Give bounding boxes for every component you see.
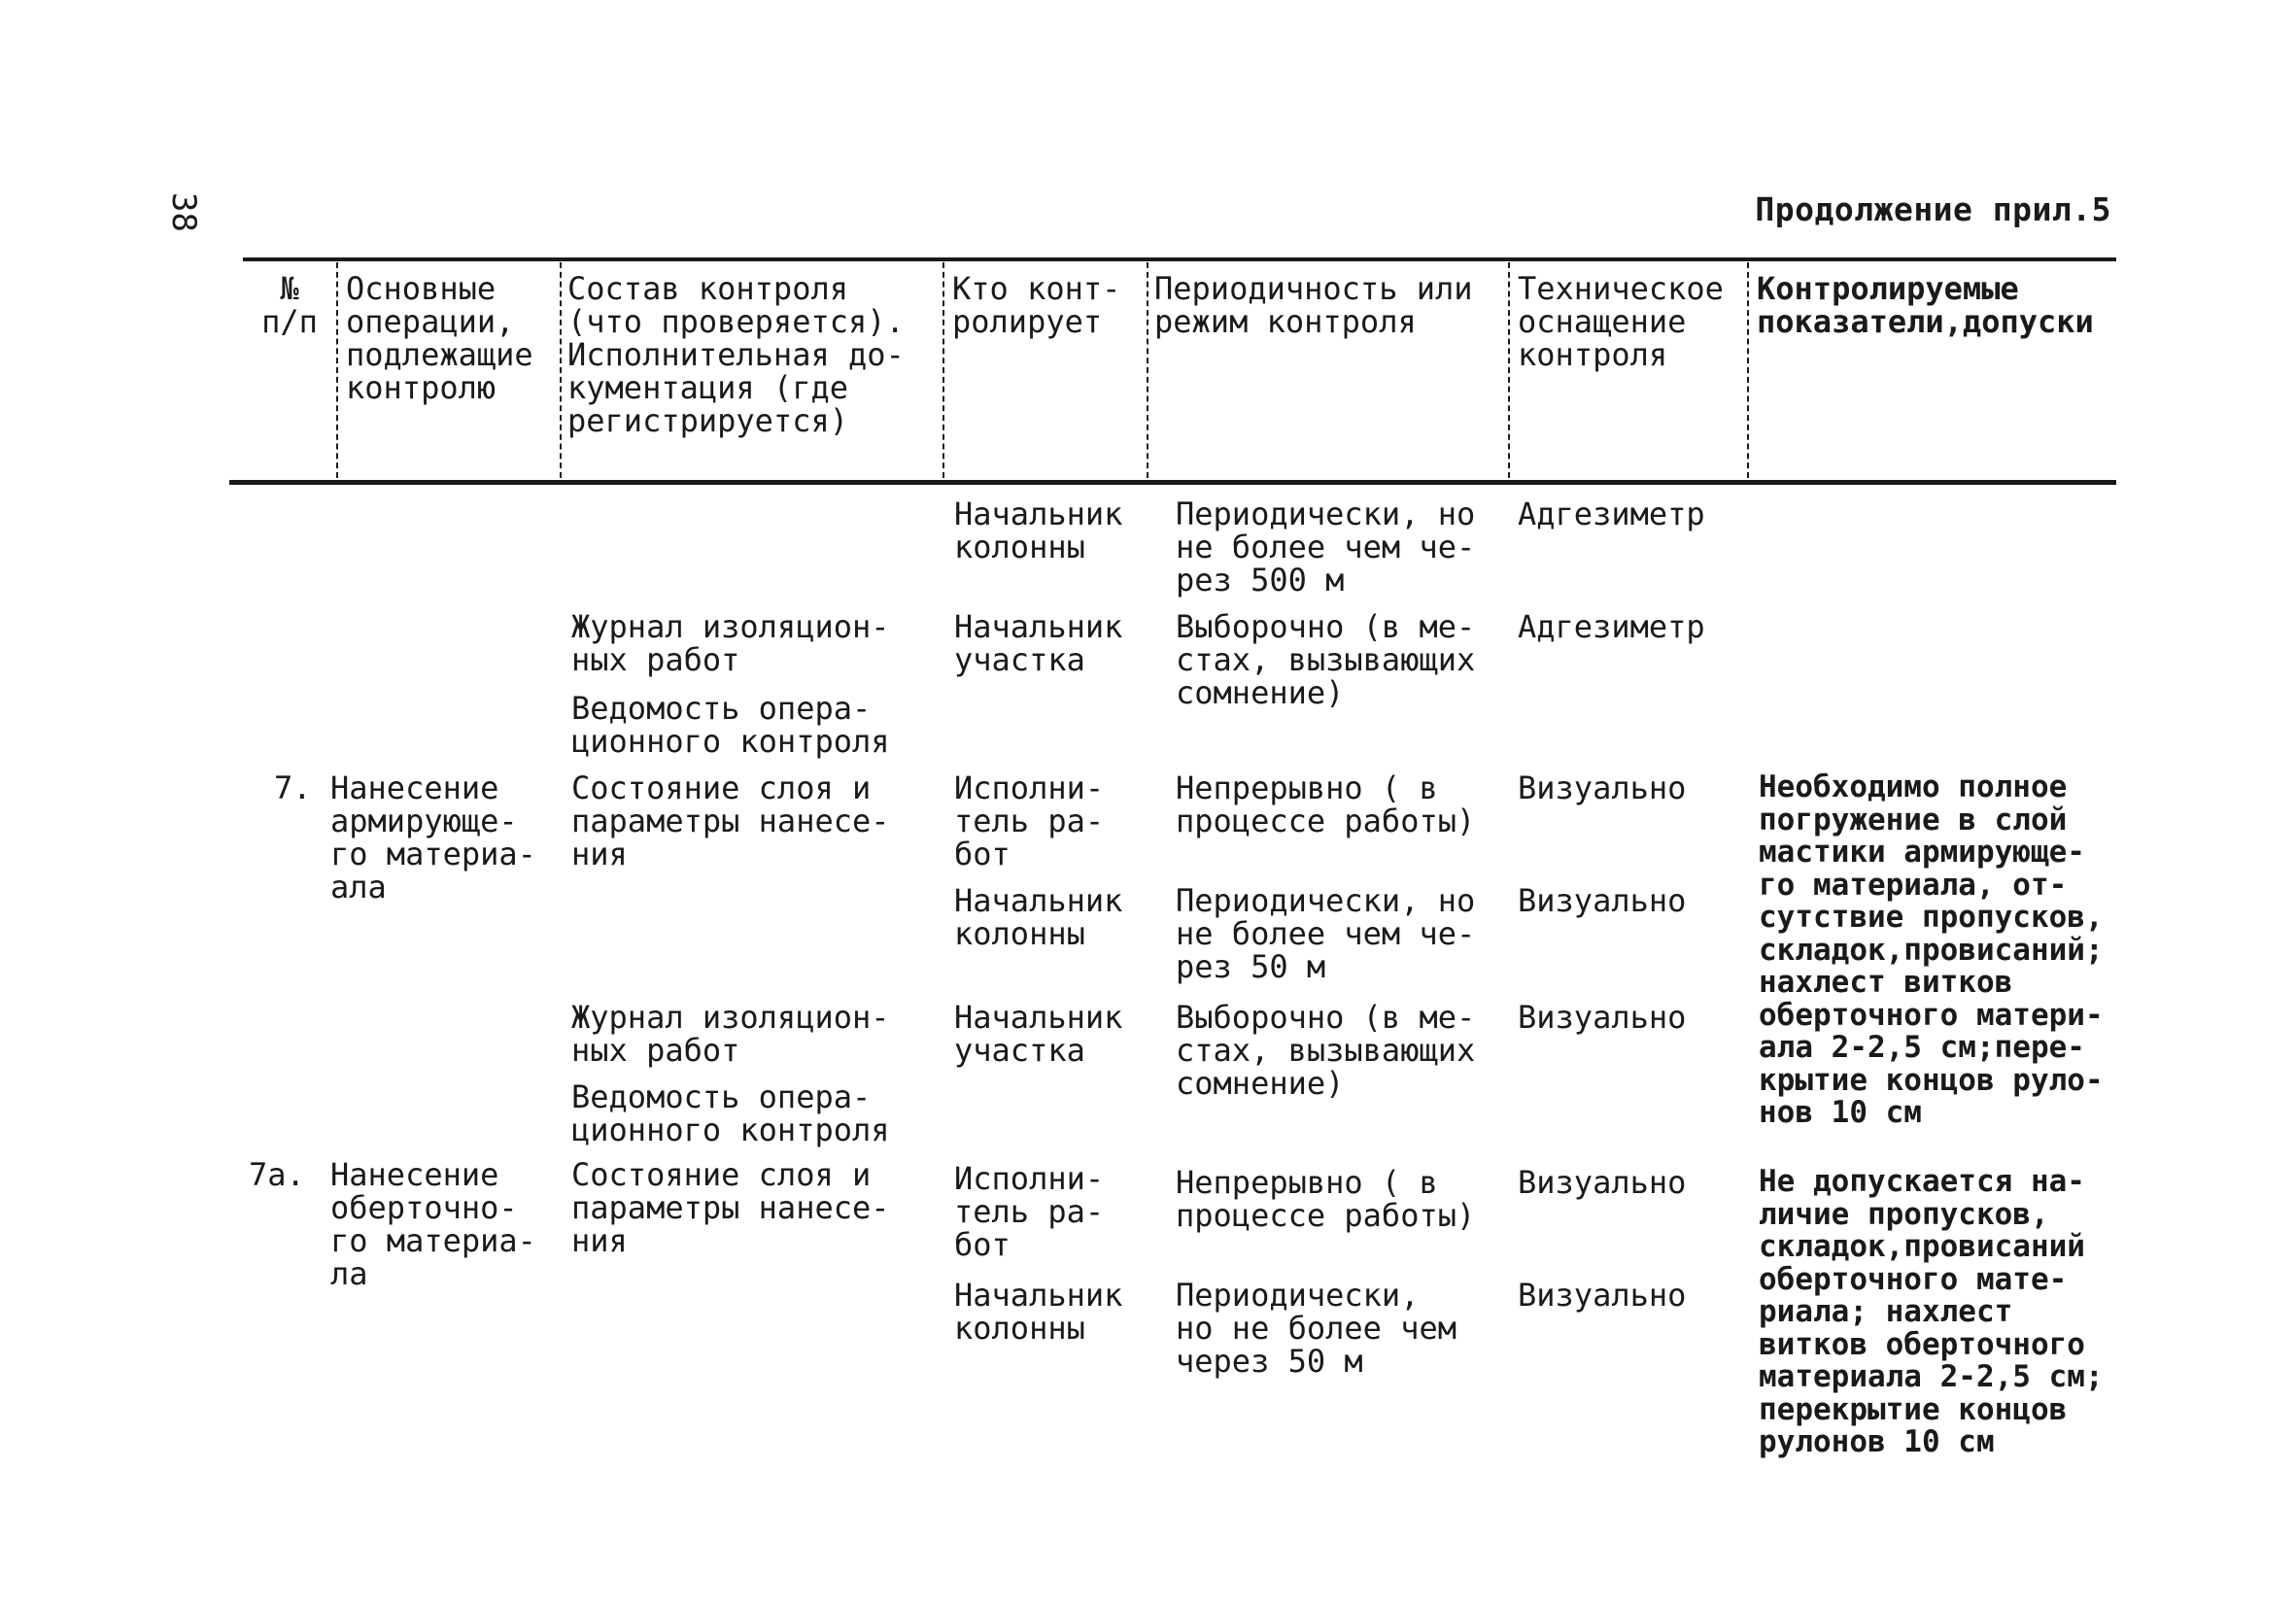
row-periodicity: Непрерывно ( в процессе работы) <box>1176 769 1476 839</box>
row-operation: Нанесение армирующе- го материа- ала <box>330 769 536 906</box>
row-periodicity: Периодически, но не более чем через 50 м <box>1176 1277 1456 1380</box>
header-operations: Основные операции, подлежащие контролю <box>346 270 533 406</box>
table-header-bottom-rule <box>229 480 2116 485</box>
row-periodicity: Периодически, но не более чем че- рез 50 м <box>1176 882 1476 985</box>
header-who: Кто конт- ролирует <box>952 270 1121 340</box>
column-divider <box>336 262 338 478</box>
row-equipment: Визуально <box>1518 1277 1687 1314</box>
row-equipment: Визуально <box>1518 999 1687 1036</box>
row-equipment: Визуально <box>1518 769 1687 806</box>
row-number: 7а. <box>249 1156 305 1193</box>
header-number: № п/п <box>261 270 318 340</box>
continuation-label: Продолжение прил.5 <box>1755 190 2111 228</box>
row-equipment: Визуально <box>1518 882 1687 919</box>
table-top-rule <box>243 257 2116 261</box>
row-periodicity: Периодически, но не более чем че- рез 500 м <box>1176 495 1476 598</box>
row-periodicity: Выборочно (в ме- стах, вызывающих сомнение) <box>1176 608 1476 711</box>
row-equipment: Адгезиметр <box>1518 608 1705 645</box>
header-indicators: Контролируемые показатели,допуски <box>1757 270 2094 340</box>
row-equipment: Адгезиметр <box>1518 495 1705 532</box>
row-who: Исполни- тель ра- бот <box>954 1160 1105 1263</box>
column-divider <box>1747 262 1749 478</box>
row-indicators: Необходимо полное погружение в слой мастики армирующе- го материала, от- сутствие пропусков, складок,провисаний; нахлест витков оберточного матери- ала 2-2,5 см;пере- крытие концов руло- нов 10 см <box>1759 769 2104 1130</box>
row-composition: Состояние слоя и параметры нанесе- ния <box>571 1156 890 1259</box>
row-indicators: Не допускается на- личие пропусков, складок,провисаний оберточного мате- риала; нахлест витков оберточного материала 2-2,5 см; перекрытие концов рулонов 10 см <box>1759 1164 2104 1459</box>
row-periodicity: Непрерывно ( в процессе работы) <box>1176 1164 1476 1234</box>
column-divider <box>560 262 562 478</box>
row-who: Начальник колонны <box>954 882 1123 952</box>
header-periodicity: Периодичность или режим контроля <box>1154 270 1473 340</box>
column-divider <box>1147 262 1148 478</box>
row-who: Начальник участка <box>954 999 1123 1069</box>
row-composition: Состояние слоя и параметры нанесе- ния <box>571 769 890 872</box>
row-equipment: Визуально <box>1518 1164 1687 1201</box>
row-number: 7. <box>274 769 312 806</box>
row-composition: Журнал изоляцион- ных работ <box>571 999 890 1069</box>
header-equipment: Техническое оснащение контроля <box>1518 270 1724 373</box>
column-divider <box>1508 262 1510 478</box>
row-periodicity: Выборочно (в ме- стах, вызывающих сомнение) <box>1176 999 1476 1102</box>
row-operation: Нанесение оберточно- го материа- ла <box>330 1156 536 1292</box>
header-composition: Состав контроля (что проверяется). Исполнительная до- кументация (где регистрируется) <box>567 270 905 439</box>
column-divider <box>942 262 944 478</box>
row-composition: Журнал изоляцион- ных работ <box>571 608 890 678</box>
row-who: Начальник участка <box>954 608 1123 678</box>
page-number: 38 <box>164 192 203 232</box>
row-composition: Ведомость опера- ционного контроля <box>571 1078 890 1148</box>
row-who: Исполни- тель ра- бот <box>954 769 1105 872</box>
row-composition: Ведомость опера- ционного контроля <box>571 690 890 760</box>
row-who: Начальник колонны <box>954 495 1123 565</box>
row-who: Начальник колонны <box>954 1277 1123 1347</box>
